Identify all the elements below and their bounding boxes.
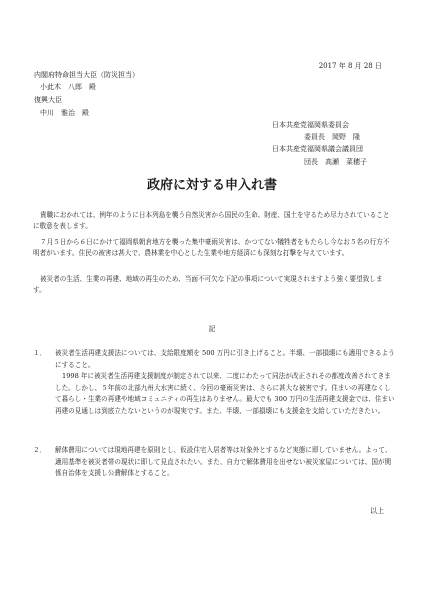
- intro-paragraph-1: 貴職におかれては、例年のように日本列島を襲う自然災害から国民の生命、財産、国土を守るため尽力されていることに敬意を表します。: [33, 211, 390, 230]
- sender-name-2: 団長 高瀬 菜穂子: [304, 158, 367, 166]
- sender-name-1: 委員長 岡野 隆: [304, 133, 360, 141]
- addressee-name-2: 中川 雅治 殿: [40, 109, 89, 117]
- request-item-detail: 1998 年に被災者生活再建支援制度が制定されて以来、二度にわたって同法が改正されその都度改善されてきました。しかし、５年前の北部九州大水害に続く、今回の豪雨災害は、さらに甚大な被害です。住まいの再建なくして暮らし・生業の再建や地域コミュニティの再生はありません。最大でも 300 万円の生活再建支援金では、住まい再建の見通しは到底立たないというのが現実です。また、半壊、一部損壊にも支援金を支給していただきたい。: [55, 372, 395, 415]
- request-item-1: [33, 348, 395, 417]
- sender-organization-1: 日本共産党福岡県委員会: [272, 121, 349, 129]
- request-item-number: １．: [33, 349, 47, 357]
- request-item-body: 被災者生活再建支援法については、支給限度額を 500 万円に引き上げること。半壊、一部損壊にも適用できるようにすること。: [55, 349, 395, 369]
- document-date: 2017 年 8 月 28 日: [318, 62, 382, 70]
- sender-organization-2: 日本共産党福岡県議会議員団: [272, 145, 363, 153]
- closing-mark: 以上: [370, 507, 384, 515]
- addressee-title-2: 復興大臣: [34, 96, 62, 104]
- request-item-2: [33, 445, 395, 480]
- document-title: 政府に対する申入れ書: [146, 178, 277, 193]
- intro-paragraph-3: 被災者の生活、生業の再建、地域の再生のため、当面不可欠な下記の事項について実現されますよう強く要望致します。: [33, 275, 383, 294]
- request-item-body: 解体費用については現地再建を原則とし、仮設住宅入居者等は対象外とするなど実態に即していません。よって、適用基準を被災者帯の現状に即して見直されたい。また、自力で解体費用を出せない被災家屋については、国が関係自治体を支援し公費解体とすること。: [55, 446, 392, 477]
- request-item-number: ２．: [33, 446, 47, 454]
- intro-paragraph-2: ７月５日から６日にかけて福岡県朝倉地方を襲った集中豪雨災害は、かつてない犠牲者をもたらし今なお５名の行方不明者がいます。住民の被害は甚大で、農林業を中心とした生業や地方経済にも深刻な打撃を与えています。: [33, 238, 390, 257]
- addressee-title-1: 内閣府特命担当大臣（防災担当）: [34, 71, 139, 79]
- ki-heading: 記: [208, 325, 216, 333]
- addressee-name-1: 小此木 八郎 殿: [40, 83, 96, 91]
